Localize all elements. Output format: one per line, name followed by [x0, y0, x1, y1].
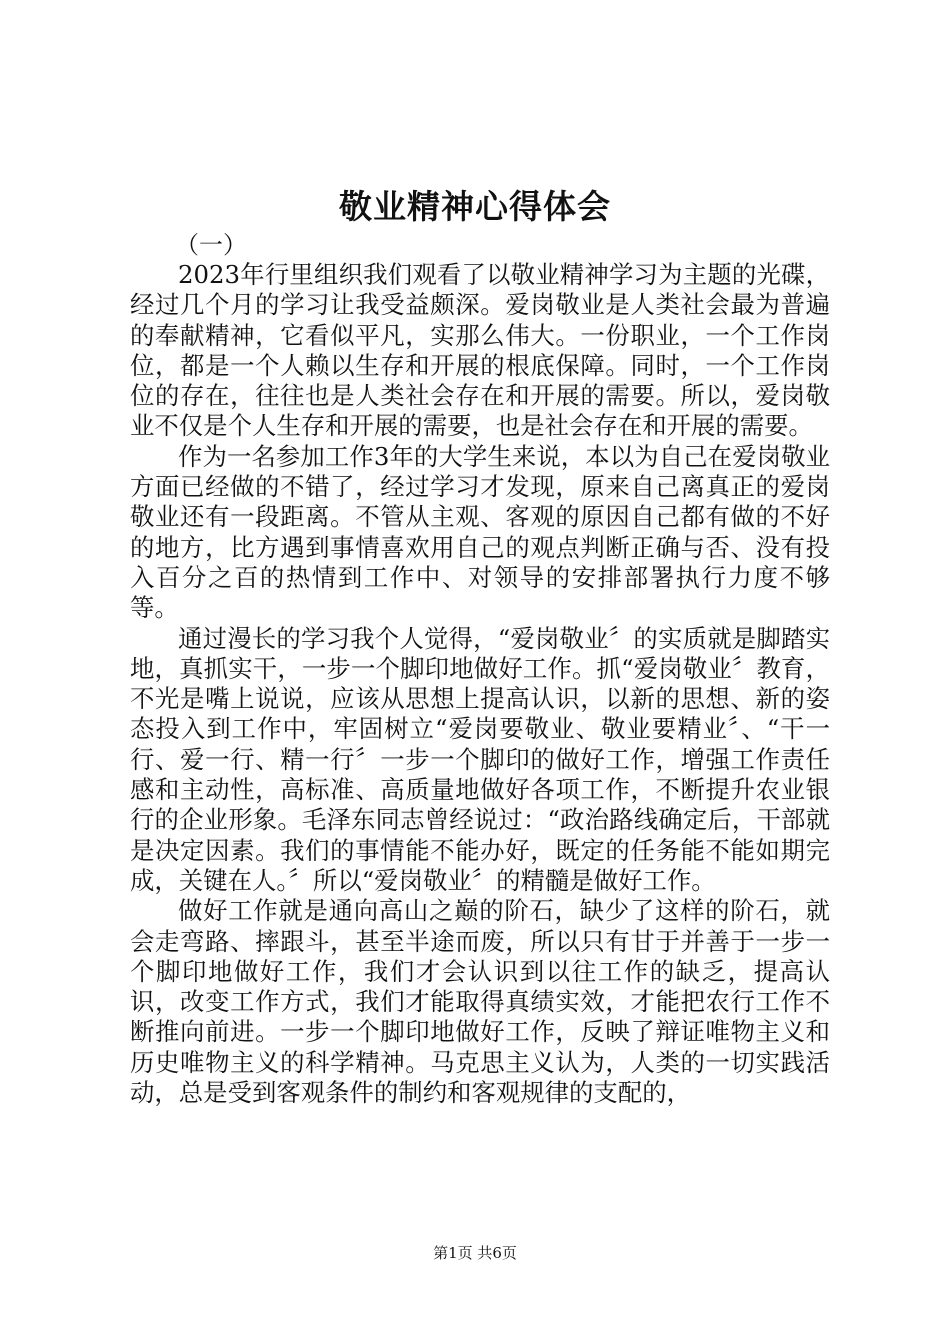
section-label: （一） — [175, 231, 247, 259]
paragraph-1: 2023年行里组织我们观看了以敬业精神学习为主题的光碟，经过几个月的学习让我受益颇深。爱岗敬业是人类社会最为普遍的奉献精神，它看似平凡，实那么伟大。一份职业，一个工作岗位，都是一个人赖以生存和开展的根底保障。同时，一个工作岗位的存在，往往也是人类社会存在和开展的需要。所以，爱岗敬业不仅是个人生存和开展的需要，也是社会存在和开展的需要。 — [130, 260, 830, 441]
paragraph-3: 通过漫长的学习我个人觉得，“爱岗敬业〞的实质就是脚踏实地，真抓实干，一步一个脚印地做好工作。抓“爱岗敬业〞教育，不光是嘴上说说，应该从思想上提高认识，以新的思想、新的姿态投入到工作中，牢固树立“爱岗要敬业、敬业要精业〞、“干一行、爱一行、精一行〞一步一个脚印的做好工作，增强工作责任感和主动性，高标准、高质量地做好各项工作，不断提升农业银行的企业形象。毛泽东同志曾经说过：“政治路线确定后，干部就是决定因素。我们的事情能不能办好，既定的任务能不能如期完成，关键在人。〞所以“爱岗敬业〞的精髓是做好工作。 — [130, 623, 830, 895]
document-title: 敬业精神心得体会 — [339, 187, 611, 226]
paragraph-2: 作为一名参加工作3年的大学生来说，本以为自己在爱岗敬业方面已经做的不错了，经过学习才发现，原来自己离真正的爱岗敬业还有一段距离。不管从主观、客观的原因自己都有做的不好的地方，比方遇到事情喜欢用自己的观点判断正确与否、没有投入百分之百的热情到工作中、对领导的安排部署执行力度不够等。 — [130, 441, 830, 623]
page-footer: 第1页 共6页 — [433, 1244, 517, 1262]
document-body — [130, 230, 830, 1108]
paragraph-4: 做好工作就是通向高山之巅的阶石，缺少了这样的阶石，就会走弯路、摔跟斗，甚至半途而废，所以只有甘于并善于一步一个脚印地做好工作，我们才会认识到以往工作的缺乏，提高认识，改变工作方式，我们才能取得真绩实效，才能把农行工作不断推向前进。一步一个脚印地做好工作，反映了辩证唯物主义和历史唯物主义的科学精神。马克思主义认为，人类的一切实践活动，总是受到客观条件的制约和客观规律的支配的， — [130, 896, 830, 1108]
